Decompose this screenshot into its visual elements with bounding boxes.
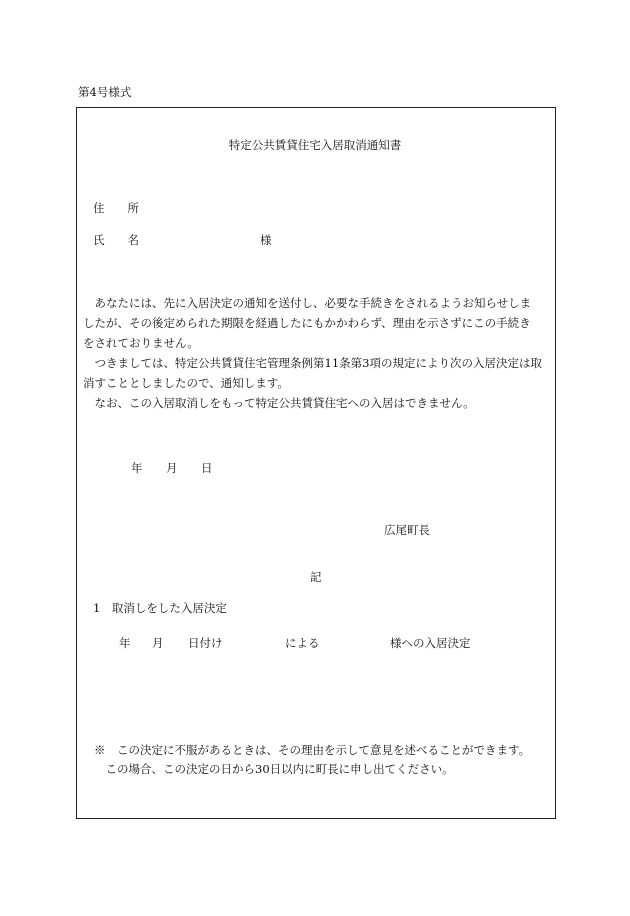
ki-heading: 記 (310, 570, 322, 584)
item1-by: による (285, 636, 320, 650)
date-day: 日 (201, 461, 213, 475)
document-frame (76, 107, 556, 819)
form-number: 第4号様式 (78, 85, 132, 99)
notice-line1: ※ この決定に不服があるときは、その理由を示して意見を述べることができます。 (94, 743, 531, 757)
date-month: 月 (166, 461, 178, 475)
appeal-notice (94, 741, 530, 779)
item1-year: 年 (119, 636, 131, 650)
issuer: 広尾町長 (384, 523, 430, 537)
paragraph1-line1: あなたには、先に入居決定の通知を送付し、必要な手続きをされるようお知らせしま (83, 296, 532, 310)
item1-month: 月 (152, 636, 164, 650)
item1-dated: 日付け (188, 636, 223, 650)
document-title: 特定公共賃貸住宅入居取消通知書 (228, 138, 402, 152)
paragraph1-line2: したが、その後定められた期限を経過したにもかかわらず、理由を示さずにこの手続き (83, 316, 531, 330)
date-year: 年 (131, 461, 143, 475)
honorific: 様 (260, 233, 272, 247)
name-label: 氏 名 (93, 233, 139, 247)
paragraph2-line1: つきましては、特定公共賃貸住宅管理条例第11条第3項の規定により次の入居決定は取 (83, 356, 542, 370)
paragraph3-line1: なお、この入居取消しをもって特定公共賃貸住宅への入居はできません。 (83, 396, 475, 410)
address-label: 住 所 (93, 201, 139, 215)
item1-decision: 様への入居決定 (390, 636, 471, 650)
body-text (83, 293, 553, 413)
item1-heading: 1 取消しをした入居決定 (93, 601, 227, 615)
paragraph2-line2: 消すこととしましたので、通知します。 (83, 376, 289, 390)
paragraph1-line3: をされておりません。 (83, 336, 199, 350)
notice-line2: この場合、この決定の日から30日以内に町長に申し出てください。 (94, 762, 454, 776)
